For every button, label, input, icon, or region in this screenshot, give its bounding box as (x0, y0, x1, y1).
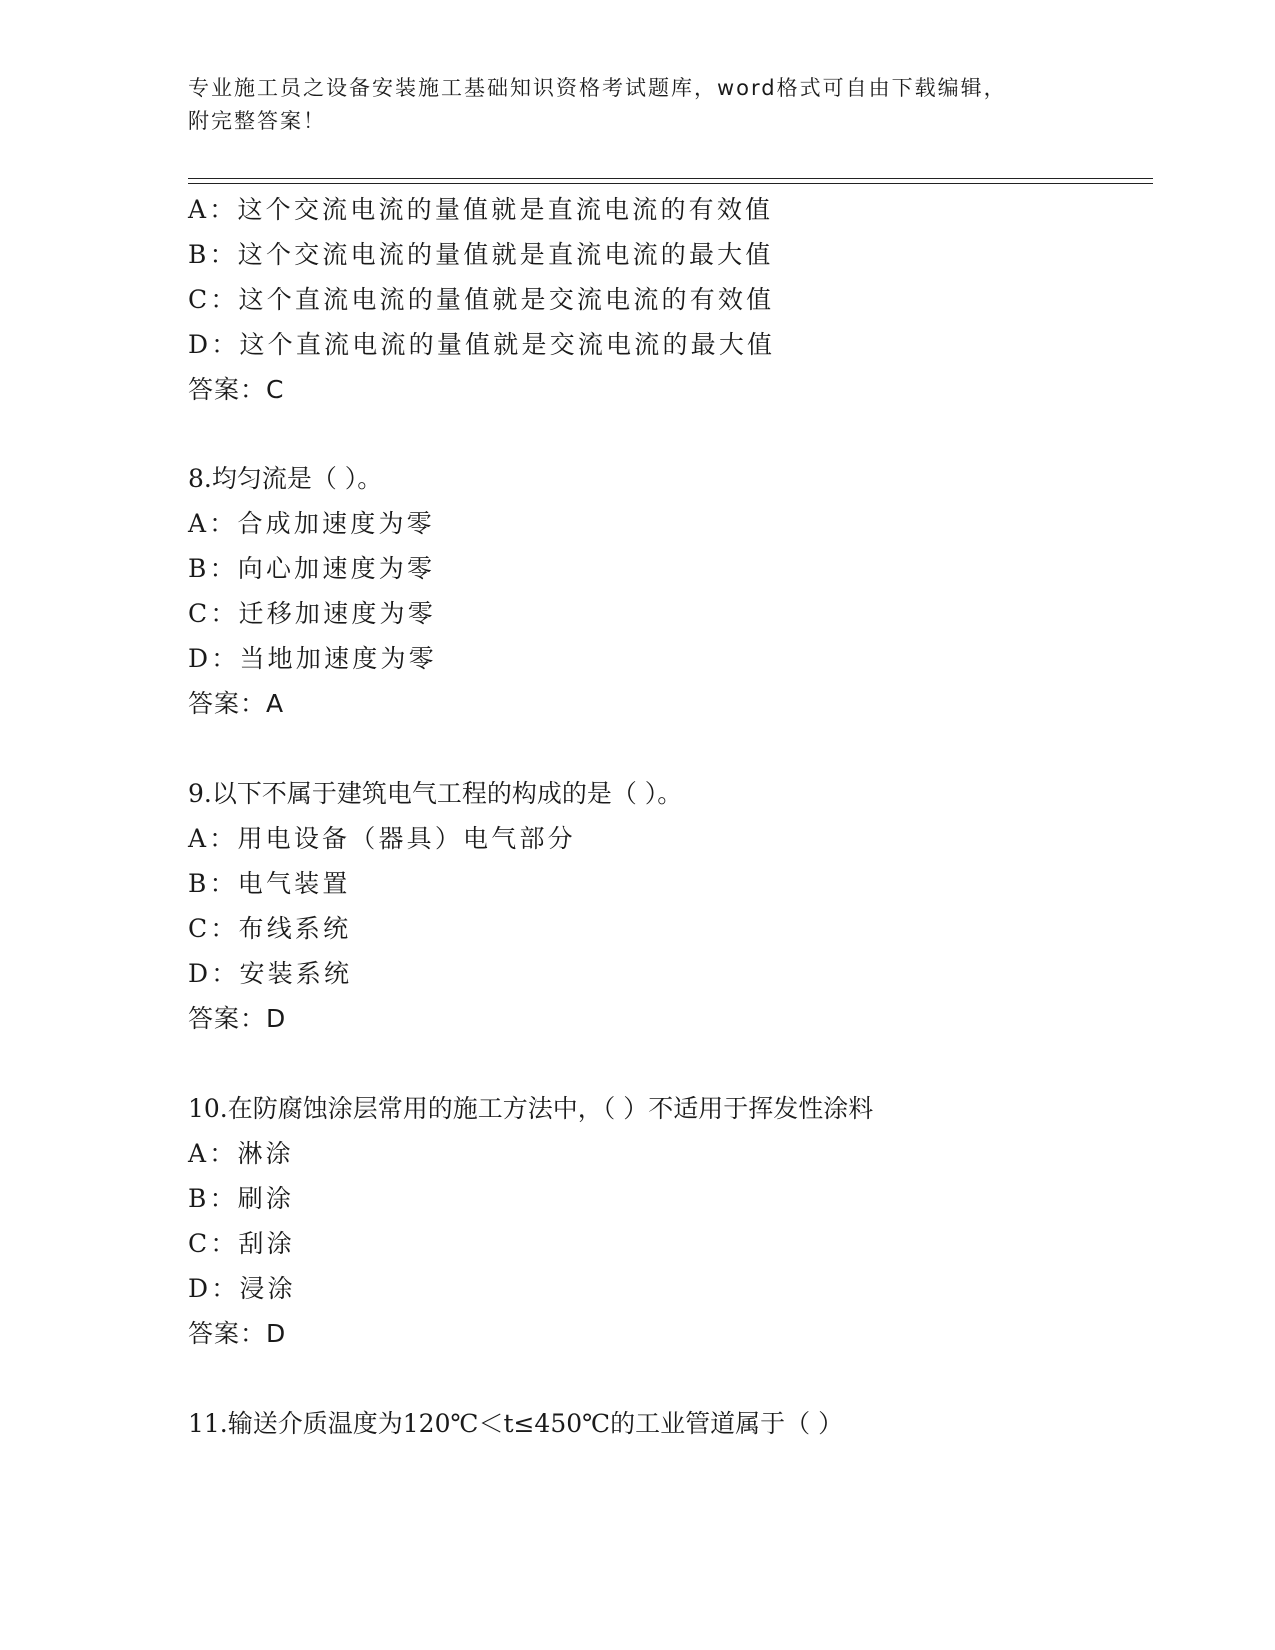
q9-option-d: D：安装系统 (188, 959, 353, 988)
q10-answer: 答案：D (188, 1319, 287, 1348)
q7-option-d: D：这个直流电流的量值就是交流电流的最大值 (188, 330, 776, 359)
q8-question: 8.均匀流是（ ）。 (188, 464, 383, 493)
q10-option-c: C：刮涂 (188, 1229, 295, 1258)
q7-option-a: A：这个交流电流的量值就是直流电流的有效值 (188, 195, 774, 224)
q7-option-c: C：这个直流电流的量值就是交流电流的有效值 (188, 285, 775, 314)
header-divider-bottom (188, 183, 1153, 184)
q9-answer: 答案：D (188, 1004, 287, 1033)
q8-answer: 答案：A (188, 689, 285, 718)
q8-option-a: A：合成加速度为零 (188, 509, 435, 538)
q8-option-c: C：迁移加速度为零 (188, 599, 436, 628)
header-title-line-2: 附完整答案！ (188, 109, 326, 133)
q7-answer: 答案：C (188, 375, 285, 404)
q9-option-b: B：电气装置 (188, 869, 351, 898)
q10-option-a: A：淋涂 (188, 1139, 294, 1168)
q10-option-d: D：浸涂 (188, 1274, 296, 1303)
q10-question: 10.在防腐蚀涂层常用的施工方法中，（ ）不适用于挥发性涂料 (188, 1094, 874, 1123)
header-title-line-1: 专业施工员之设备安装施工基础知识资格考试题库，word格式可自由下载编辑， (188, 76, 1007, 100)
q7-option-b: B：这个交流电流的量值就是直流电流的最大值 (188, 240, 774, 269)
document-header (188, 72, 1088, 138)
q9-option-a: A：用电设备（器具）电气部分 (188, 824, 576, 853)
q9-option-c: C：布线系统 (188, 914, 352, 943)
q8-option-b: B：向心加速度为零 (188, 554, 436, 583)
q11-question: 11.输送介质温度为120℃＜t≤450℃的工业管道属于（ ） (188, 1409, 844, 1438)
q8-option-d: D：当地加速度为零 (188, 644, 437, 673)
q9-question: 9.以下不属于建筑电气工程的构成的是（ ）。 (188, 779, 683, 808)
q10-option-b: B：刷涂 (188, 1184, 295, 1213)
header-divider-top (188, 178, 1153, 179)
